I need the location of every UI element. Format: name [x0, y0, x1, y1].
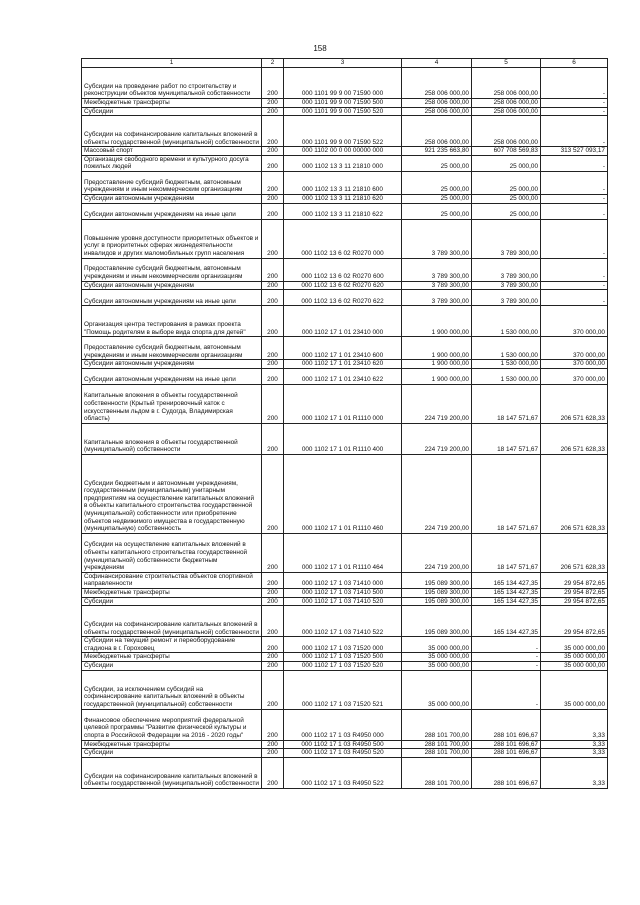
- row-kvsr-cell: 200: [262, 637, 284, 653]
- row-executed-cell: 165 134 427,35: [472, 606, 541, 637]
- row-executed-cell: 165 134 427,35: [472, 588, 541, 597]
- row-approved-cell: 224 719 200,00: [402, 423, 472, 454]
- row-kvsr-cell: 200: [262, 68, 284, 99]
- row-executed-cell: 258 006 000,00: [472, 68, 541, 99]
- row-executed-cell: 1 530 000,00: [472, 360, 541, 369]
- row-code-cell: 000 1102 17 1 03 71410 522: [284, 606, 402, 637]
- row-code-cell: 000 1102 13 3 11 21810 620: [284, 194, 402, 203]
- row-kvsr-cell: 200: [262, 107, 284, 116]
- row-remaining-cell: -: [541, 258, 608, 281]
- row-code-cell: 000 1101 99 9 00 71590 000: [284, 68, 402, 99]
- row-executed-cell: 25 000,00: [472, 194, 541, 203]
- table-row: [82, 107, 608, 116]
- row-kvsr-cell: 200: [262, 171, 284, 194]
- row-name-cell: Организация свободного времени и культурного досуга пожилых людей: [82, 155, 262, 171]
- row-approved-cell: 921 235 663,80: [402, 147, 472, 156]
- row-name-cell: Предоставление субсидий бюджетным, автономным учреждениям и иным некоммерческим организациям: [82, 171, 262, 194]
- row-executed-cell: 1 530 000,00: [472, 368, 541, 384]
- row-name-cell: Софинансирование строительства объектов спортивной направленности: [82, 572, 262, 588]
- row-name-cell: Субсидии, за исключением субсидий на софинансирование капитальных вложений в объекты государственной (муниципальной) собственности: [82, 670, 262, 709]
- row-approved-cell: 258 006 000,00: [402, 116, 472, 147]
- table-row: [82, 99, 608, 108]
- row-kvsr-cell: 200: [262, 290, 284, 306]
- row-remaining-cell: -: [541, 99, 608, 108]
- row-name-cell: Субсидии на проведение работ по строительству и реконструкции объектов муниципальной собственности: [82, 68, 262, 99]
- row-kvsr-cell: 200: [262, 757, 284, 788]
- row-approved-cell: 3 789 300,00: [402, 258, 472, 281]
- row-kvsr-cell: 200: [262, 749, 284, 758]
- row-executed-cell: 288 101 696,67: [472, 749, 541, 758]
- table-row: [82, 290, 608, 306]
- row-remaining-cell: 29 954 872,65: [541, 588, 608, 597]
- row-name-cell: Межбюджетные трансферты: [82, 653, 262, 662]
- row-approved-cell: 195 089 300,00: [402, 597, 472, 606]
- row-name-cell: Субсидии автономным учреждениям на иные цели: [82, 290, 262, 306]
- row-name-cell: Субсидии: [82, 597, 262, 606]
- row-remaining-cell: -: [541, 281, 608, 290]
- table-row: [82, 155, 608, 171]
- row-remaining-cell: 3,33: [541, 740, 608, 749]
- row-code-cell: 000 1102 17 1 03 R4950 522: [284, 757, 402, 788]
- row-remaining-cell: 29 954 872,65: [541, 606, 608, 637]
- table-row: [82, 637, 608, 653]
- row-kvsr-cell: 200: [262, 597, 284, 606]
- table-row: [82, 572, 608, 588]
- row-executed-cell: 1 530 000,00: [472, 306, 541, 337]
- row-code-cell: 000 1102 13 6 02 R0270 622: [284, 290, 402, 306]
- row-kvsr-cell: 200: [262, 155, 284, 171]
- row-remaining-cell: 3,33: [541, 757, 608, 788]
- table-row: [82, 258, 608, 281]
- row-executed-cell: 258 006 000,00: [472, 116, 541, 147]
- row-executed-cell: 288 101 696,67: [472, 757, 541, 788]
- row-name-cell: Субсидии: [82, 749, 262, 758]
- row-approved-cell: 224 719 200,00: [402, 384, 472, 423]
- row-remaining-cell: 206 571 628,33: [541, 454, 608, 533]
- row-name-cell: Массовый спорт: [82, 147, 262, 156]
- row-code-cell: 000 1102 17 1 03 71410 500: [284, 588, 402, 597]
- row-code-cell: 000 1102 13 3 11 21810 600: [284, 171, 402, 194]
- table-row: [82, 597, 608, 606]
- row-code-cell: 000 1101 99 9 00 71590 522: [284, 116, 402, 147]
- row-code-cell: 000 1102 13 6 02 R0270 620: [284, 281, 402, 290]
- row-code-cell: 000 1102 17 1 01 23410 600: [284, 337, 402, 360]
- row-approved-cell: 224 719 200,00: [402, 454, 472, 533]
- row-code-cell: 000 1102 13 3 11 21810 000: [284, 155, 402, 171]
- row-code-cell: 000 1102 17 1 03 71520 000: [284, 637, 402, 653]
- row-name-cell: Субсидии на осуществление капитальных вложений в объекты капитального строительства государственной (муниципальной) собственности бюджетным учреждениям: [82, 533, 262, 572]
- row-approved-cell: 25 000,00: [402, 194, 472, 203]
- row-name-cell: Субсидии на софинансирование капитальных вложений в объекты государственной (муниципальной) собственности: [82, 757, 262, 788]
- table-row: [82, 653, 608, 662]
- row-name-cell: Межбюджетные трансферты: [82, 99, 262, 108]
- row-approved-cell: 3 789 300,00: [402, 290, 472, 306]
- row-kvsr-cell: 200: [262, 653, 284, 662]
- row-kvsr-cell: 200: [262, 384, 284, 423]
- row-approved-cell: 1 900 000,00: [402, 337, 472, 360]
- row-executed-cell: 1 530 000,00: [472, 337, 541, 360]
- row-approved-cell: 25 000,00: [402, 203, 472, 219]
- row-code-cell: 000 1101 99 9 00 71590 520: [284, 107, 402, 116]
- row-code-cell: 000 1102 00 0 00 00000 000: [284, 147, 402, 156]
- table-row: [82, 203, 608, 219]
- header-cell: 5: [472, 59, 541, 68]
- row-code-cell: 000 1102 17 1 01 R1110 460: [284, 454, 402, 533]
- header-cell: 1: [82, 59, 262, 68]
- row-code-cell: 000 1102 17 1 03 R4950 500: [284, 740, 402, 749]
- row-name-cell: Субсидии на текущий ремонт и переоборудование стадиона в г. Гороховец: [82, 637, 262, 653]
- row-name-cell: Межбюджетные трансферты: [82, 740, 262, 749]
- table-row: [82, 147, 608, 156]
- row-kvsr-cell: 200: [262, 661, 284, 670]
- row-executed-cell: 18 147 571,67: [472, 423, 541, 454]
- table-row: [82, 281, 608, 290]
- row-kvsr-cell: 200: [262, 670, 284, 709]
- row-name-cell: Субсидии автономным учреждениям: [82, 194, 262, 203]
- row-executed-cell: 18 147 571,67: [472, 454, 541, 533]
- table-row: [82, 757, 608, 788]
- row-name-cell: Предоставление субсидий бюджетным, автономным учреждениям и иным некоммерческим организациям: [82, 258, 262, 281]
- row-remaining-cell: 35 000 000,00: [541, 653, 608, 662]
- row-name-cell: Предоставление субсидий бюджетным, автономным учреждениям и иным некоммерческим организациям: [82, 337, 262, 360]
- row-name-cell: Субсидии на софинансирование капитальных вложений в объекты государственной (муниципальной) собственности: [82, 116, 262, 147]
- row-name-cell: Субсидии на софинансирование капитальных вложений в объекты государственной (муниципальной) собственности: [82, 606, 262, 637]
- row-remaining-cell: 370 000,00: [541, 360, 608, 369]
- header-cell: 3: [284, 59, 402, 68]
- row-approved-cell: 258 006 000,00: [402, 99, 472, 108]
- row-code-cell: 000 1102 17 1 01 R1110 400: [284, 423, 402, 454]
- row-approved-cell: 35 000 000,00: [402, 670, 472, 709]
- row-executed-cell: 3 789 300,00: [472, 290, 541, 306]
- table-row: [82, 116, 608, 147]
- row-kvsr-cell: 200: [262, 572, 284, 588]
- row-code-cell: 000 1102 17 1 01 23410 622: [284, 368, 402, 384]
- header-cell: 6: [541, 59, 608, 68]
- row-remaining-cell: -: [541, 68, 608, 99]
- row-kvsr-cell: 200: [262, 306, 284, 337]
- row-kvsr-cell: 200: [262, 99, 284, 108]
- table-row: [82, 588, 608, 597]
- row-kvsr-cell: 200: [262, 258, 284, 281]
- row-executed-cell: 165 134 427,35: [472, 572, 541, 588]
- budget-table: [81, 58, 608, 789]
- row-executed-cell: 3 789 300,00: [472, 258, 541, 281]
- row-remaining-cell: -: [541, 116, 608, 147]
- table-row: [82, 740, 608, 749]
- row-approved-cell: 258 006 000,00: [402, 68, 472, 99]
- table-row: [82, 454, 608, 533]
- row-approved-cell: 288 101 700,00: [402, 757, 472, 788]
- row-kvsr-cell: 200: [262, 219, 284, 258]
- row-remaining-cell: 206 571 628,33: [541, 423, 608, 454]
- row-remaining-cell: -: [541, 194, 608, 203]
- row-remaining-cell: 313 527 093,17: [541, 147, 608, 156]
- table-row: [82, 670, 608, 709]
- row-name-cell: Субсидии: [82, 661, 262, 670]
- row-executed-cell: 25 000,00: [472, 203, 541, 219]
- row-kvsr-cell: 200: [262, 709, 284, 740]
- row-code-cell: 000 1102 17 1 03 R4950 000: [284, 709, 402, 740]
- row-name-cell: Финансовое обеспечение мероприятий федеральной целевой программы "Развитие физической культуры и спорта в Российской Федерации на 2016 - 2020 годы": [82, 709, 262, 740]
- row-remaining-cell: 3,33: [541, 709, 608, 740]
- table-row: [82, 68, 608, 99]
- table-row: [82, 337, 608, 360]
- row-approved-cell: 1 900 000,00: [402, 368, 472, 384]
- row-name-cell: Повышение уровня доступности приоритетных объектов и услуг в приоритетных сферах жизнедеятельности инвалидов и других маломобильных групп населения: [82, 219, 262, 258]
- row-name-cell: Капитальные вложения в объекты государственной собственности (Крытый тренировочный каток с искусственным льдом в г. Судогда, Владимирская область): [82, 384, 262, 423]
- row-executed-cell: 288 101 696,67: [472, 740, 541, 749]
- row-name-cell: Субсидии автономным учреждениям на иные цели: [82, 203, 262, 219]
- row-kvsr-cell: 200: [262, 203, 284, 219]
- row-kvsr-cell: 200: [262, 281, 284, 290]
- table-row: [82, 423, 608, 454]
- row-kvsr-cell: 200: [262, 606, 284, 637]
- row-kvsr-cell: 200: [262, 423, 284, 454]
- row-approved-cell: 3 789 300,00: [402, 281, 472, 290]
- row-remaining-cell: -: [541, 155, 608, 171]
- row-remaining-cell: -: [541, 219, 608, 258]
- row-approved-cell: 195 089 300,00: [402, 572, 472, 588]
- row-code-cell: 000 1102 17 1 03 71520 521: [284, 670, 402, 709]
- table-row: [82, 533, 608, 572]
- row-name-cell: Субсидии автономным учреждениям: [82, 360, 262, 369]
- row-executed-cell: 3 789 300,00: [472, 281, 541, 290]
- row-remaining-cell: 370 000,00: [541, 337, 608, 360]
- row-approved-cell: 195 089 300,00: [402, 606, 472, 637]
- row-executed-cell: 258 006 000,00: [472, 99, 541, 108]
- row-executed-cell: -: [472, 637, 541, 653]
- row-code-cell: 000 1102 17 1 03 71410 000: [284, 572, 402, 588]
- row-remaining-cell: 35 000 000,00: [541, 661, 608, 670]
- row-code-cell: 000 1102 13 6 02 R0270 600: [284, 258, 402, 281]
- row-kvsr-cell: 200: [262, 360, 284, 369]
- row-kvsr-cell: 200: [262, 337, 284, 360]
- row-executed-cell: -: [472, 661, 541, 670]
- row-executed-cell: 25 000,00: [472, 155, 541, 171]
- row-approved-cell: 3 789 300,00: [402, 219, 472, 258]
- row-name-cell: Субсидии бюджетным и автономным учреждениям, государственным (муниципальным) унитарным предприятиям на осуществление капитальных вложений в объекты капитального строительства государственной (муниципальной) собственности или приобретение объектов недвижимого имущества в государственную (муниципальную) собственность: [82, 454, 262, 533]
- row-executed-cell: -: [472, 653, 541, 662]
- row-code-cell: 000 1102 17 1 01 23410 620: [284, 360, 402, 369]
- table-row: [82, 194, 608, 203]
- row-name-cell: Субсидии автономным учреждениям: [82, 281, 262, 290]
- row-approved-cell: 25 000,00: [402, 171, 472, 194]
- row-remaining-cell: 29 954 872,65: [541, 572, 608, 588]
- table-row: [82, 661, 608, 670]
- header-cell: 2: [262, 59, 284, 68]
- row-name-cell: Капитальные вложения в объекты государственной (муниципальной) собственности: [82, 423, 262, 454]
- row-executed-cell: -: [472, 670, 541, 709]
- row-approved-cell: 288 101 700,00: [402, 740, 472, 749]
- row-approved-cell: 25 000,00: [402, 155, 472, 171]
- row-code-cell: 000 1102 17 1 01 R1110 000: [284, 384, 402, 423]
- row-code-cell: 000 1101 99 9 00 71590 500: [284, 99, 402, 108]
- header-row: [82, 59, 608, 68]
- table-row: [82, 306, 608, 337]
- table-row: [82, 360, 608, 369]
- row-code-cell: 000 1102 17 1 03 71520 520: [284, 661, 402, 670]
- table-row: [82, 171, 608, 194]
- row-executed-cell: 288 101 696,67: [472, 709, 541, 740]
- row-kvsr-cell: 200: [262, 454, 284, 533]
- row-kvsr-cell: 200: [262, 533, 284, 572]
- row-name-cell: Межбюджетные трансферты: [82, 588, 262, 597]
- row-code-cell: 000 1102 17 1 03 71410 520: [284, 597, 402, 606]
- row-approved-cell: 1 900 000,00: [402, 360, 472, 369]
- row-code-cell: 000 1102 13 3 11 21810 622: [284, 203, 402, 219]
- row-approved-cell: 195 089 300,00: [402, 588, 472, 597]
- row-executed-cell: 25 000,00: [472, 171, 541, 194]
- row-approved-cell: 35 000 000,00: [402, 653, 472, 662]
- row-approved-cell: 224 719 200,00: [402, 533, 472, 572]
- row-approved-cell: 1 900 000,00: [402, 306, 472, 337]
- row-name-cell: Субсидии автономным учреждениям на иные цели: [82, 368, 262, 384]
- row-code-cell: 000 1102 17 1 01 R1110 464: [284, 533, 402, 572]
- table-row: [82, 368, 608, 384]
- row-remaining-cell: 370 000,00: [541, 306, 608, 337]
- row-executed-cell: 258 006 000,00: [472, 107, 541, 116]
- row-executed-cell: 18 147 571,67: [472, 533, 541, 572]
- row-remaining-cell: 206 571 628,33: [541, 384, 608, 423]
- header-cell: 4: [402, 59, 472, 68]
- row-approved-cell: 35 000 000,00: [402, 661, 472, 670]
- row-kvsr-cell: 200: [262, 740, 284, 749]
- row-remaining-cell: -: [541, 203, 608, 219]
- row-remaining-cell: 370 000,00: [541, 368, 608, 384]
- row-kvsr-cell: 200: [262, 194, 284, 203]
- row-approved-cell: 288 101 700,00: [402, 749, 472, 758]
- row-remaining-cell: 206 571 628,33: [541, 533, 608, 572]
- row-code-cell: 000 1102 17 1 01 23410 000: [284, 306, 402, 337]
- row-executed-cell: 165 134 427,35: [472, 597, 541, 606]
- table-row: [82, 709, 608, 740]
- row-remaining-cell: -: [541, 290, 608, 306]
- row-kvsr-cell: 200: [262, 116, 284, 147]
- row-remaining-cell: 29 954 872,65: [541, 597, 608, 606]
- row-name-cell: Организация центра тестирования в рамках проекта "Помощь родителям в выборе вида спорта для детей": [82, 306, 262, 337]
- row-remaining-cell: 35 000 000,00: [541, 637, 608, 653]
- row-remaining-cell: -: [541, 107, 608, 116]
- row-executed-cell: 607 708 569,83: [472, 147, 541, 156]
- table-row: [82, 606, 608, 637]
- row-remaining-cell: 3,33: [541, 749, 608, 758]
- row-kvsr-cell: 200: [262, 368, 284, 384]
- row-executed-cell: 18 147 571,67: [472, 384, 541, 423]
- row-code-cell: 000 1102 17 1 03 71520 500: [284, 653, 402, 662]
- page-number: 158: [313, 44, 327, 53]
- row-approved-cell: 258 006 000,00: [402, 107, 472, 116]
- row-code-cell: 000 1102 13 6 02 R0270 000: [284, 219, 402, 258]
- table-row: [82, 219, 608, 258]
- row-kvsr-cell: 200: [262, 588, 284, 597]
- row-name-cell: Субсидии: [82, 107, 262, 116]
- row-remaining-cell: 35 000 000,00: [541, 670, 608, 709]
- row-kvsr-cell: 200: [262, 147, 284, 156]
- table-row: [82, 749, 608, 758]
- row-code-cell: 000 1102 17 1 03 R4950 520: [284, 749, 402, 758]
- row-remaining-cell: -: [541, 171, 608, 194]
- row-executed-cell: 3 789 300,00: [472, 219, 541, 258]
- row-approved-cell: 288 101 700,00: [402, 709, 472, 740]
- table-row: [82, 384, 608, 423]
- row-approved-cell: 35 000 000,00: [402, 637, 472, 653]
